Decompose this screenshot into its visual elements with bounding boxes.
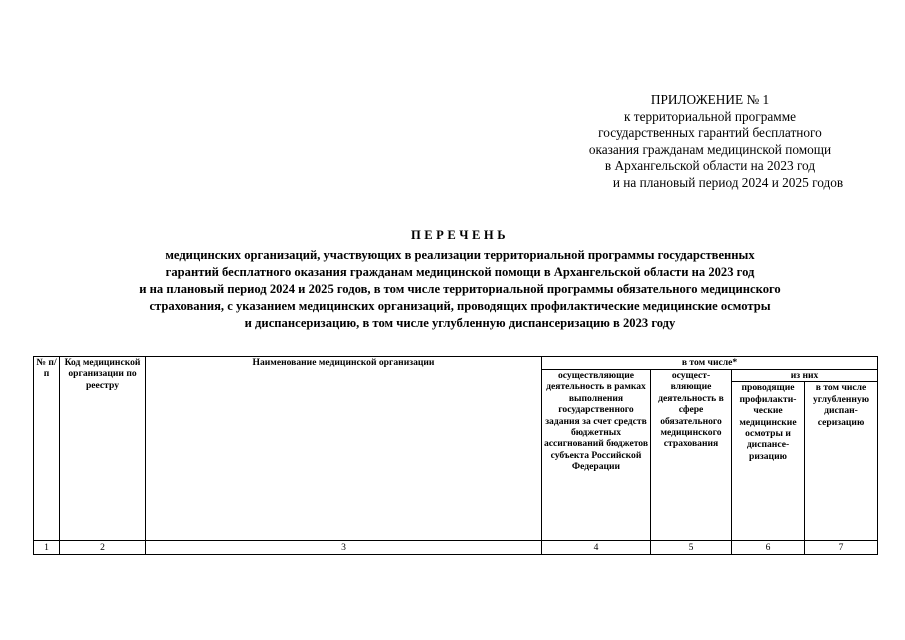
header-code: Код медицинской организации по реестру — [60, 357, 146, 541]
column-number: 4 — [542, 541, 651, 554]
column-numbers-row — [34, 541, 878, 554]
column-number: 3 — [146, 541, 542, 554]
header-deep: в том числе углубленную диспан-серизацию — [805, 382, 878, 541]
document-title: ПЕРЕЧЕНЬ — [410, 228, 510, 242]
organizations-table — [33, 356, 878, 555]
document-subtitle — [40, 247, 880, 332]
header-name: Наименование медицинской организации — [146, 357, 542, 541]
subtitle-line: и диспансеризацию, в том числе углубленную диспансеризацию в 2023 году — [244, 316, 676, 330]
subtitle-line: гарантий бесплатного оказания гражданам медицинской помощи в Архангельской области на 2023 год — [165, 265, 755, 279]
column-number: 2 — [60, 541, 146, 554]
appendix-title: ПРИЛОЖЕНИЕ № 1 — [650, 92, 770, 107]
header-of-them: из них — [732, 370, 878, 382]
header-state-task: осуществляющие деятельность в рамках выполнения государственного задания за счет средств бюджетных ассигнований бюджетов субъекта Российской Федерации — [542, 370, 651, 541]
column-number: 7 — [805, 541, 878, 554]
column-number: 6 — [732, 541, 805, 554]
subtitle-line: страхования, с указанием медицинских организаций, проводящих профилактические медицинские осмотры — [149, 299, 771, 313]
subtitle-line: и на плановый период 2024 и 2025 годов, в том числе территориальной программы обязательного медицинского — [139, 282, 781, 296]
appendix-line: государственных гарантий бесплатного — [598, 125, 822, 141]
header-including: в том числе* — [542, 357, 878, 370]
header-oms: осущест-вляющие деятельность в сфере обязательного медицинского страхования — [651, 370, 732, 541]
appendix-header — [560, 92, 860, 192]
header-num: № п/п — [34, 357, 60, 541]
appendix-line: к территориальной программе — [623, 108, 797, 124]
appendix-line: оказания гражданам медицинской помощи — [588, 141, 832, 157]
appendix-line: в Архангельской области на 2023 год — [604, 158, 816, 174]
appendix-line: и на плановый период 2024 и 2025 годов — [612, 174, 844, 190]
header-prof: проводящие профилакти-ческие медицинские осмотры и диспансе-ризацию — [732, 382, 805, 541]
column-number: 5 — [651, 541, 732, 554]
subtitle-line: медицинских организаций, участвующих в реализации территориальной программы государственных — [165, 248, 755, 262]
column-number: 1 — [34, 541, 60, 554]
